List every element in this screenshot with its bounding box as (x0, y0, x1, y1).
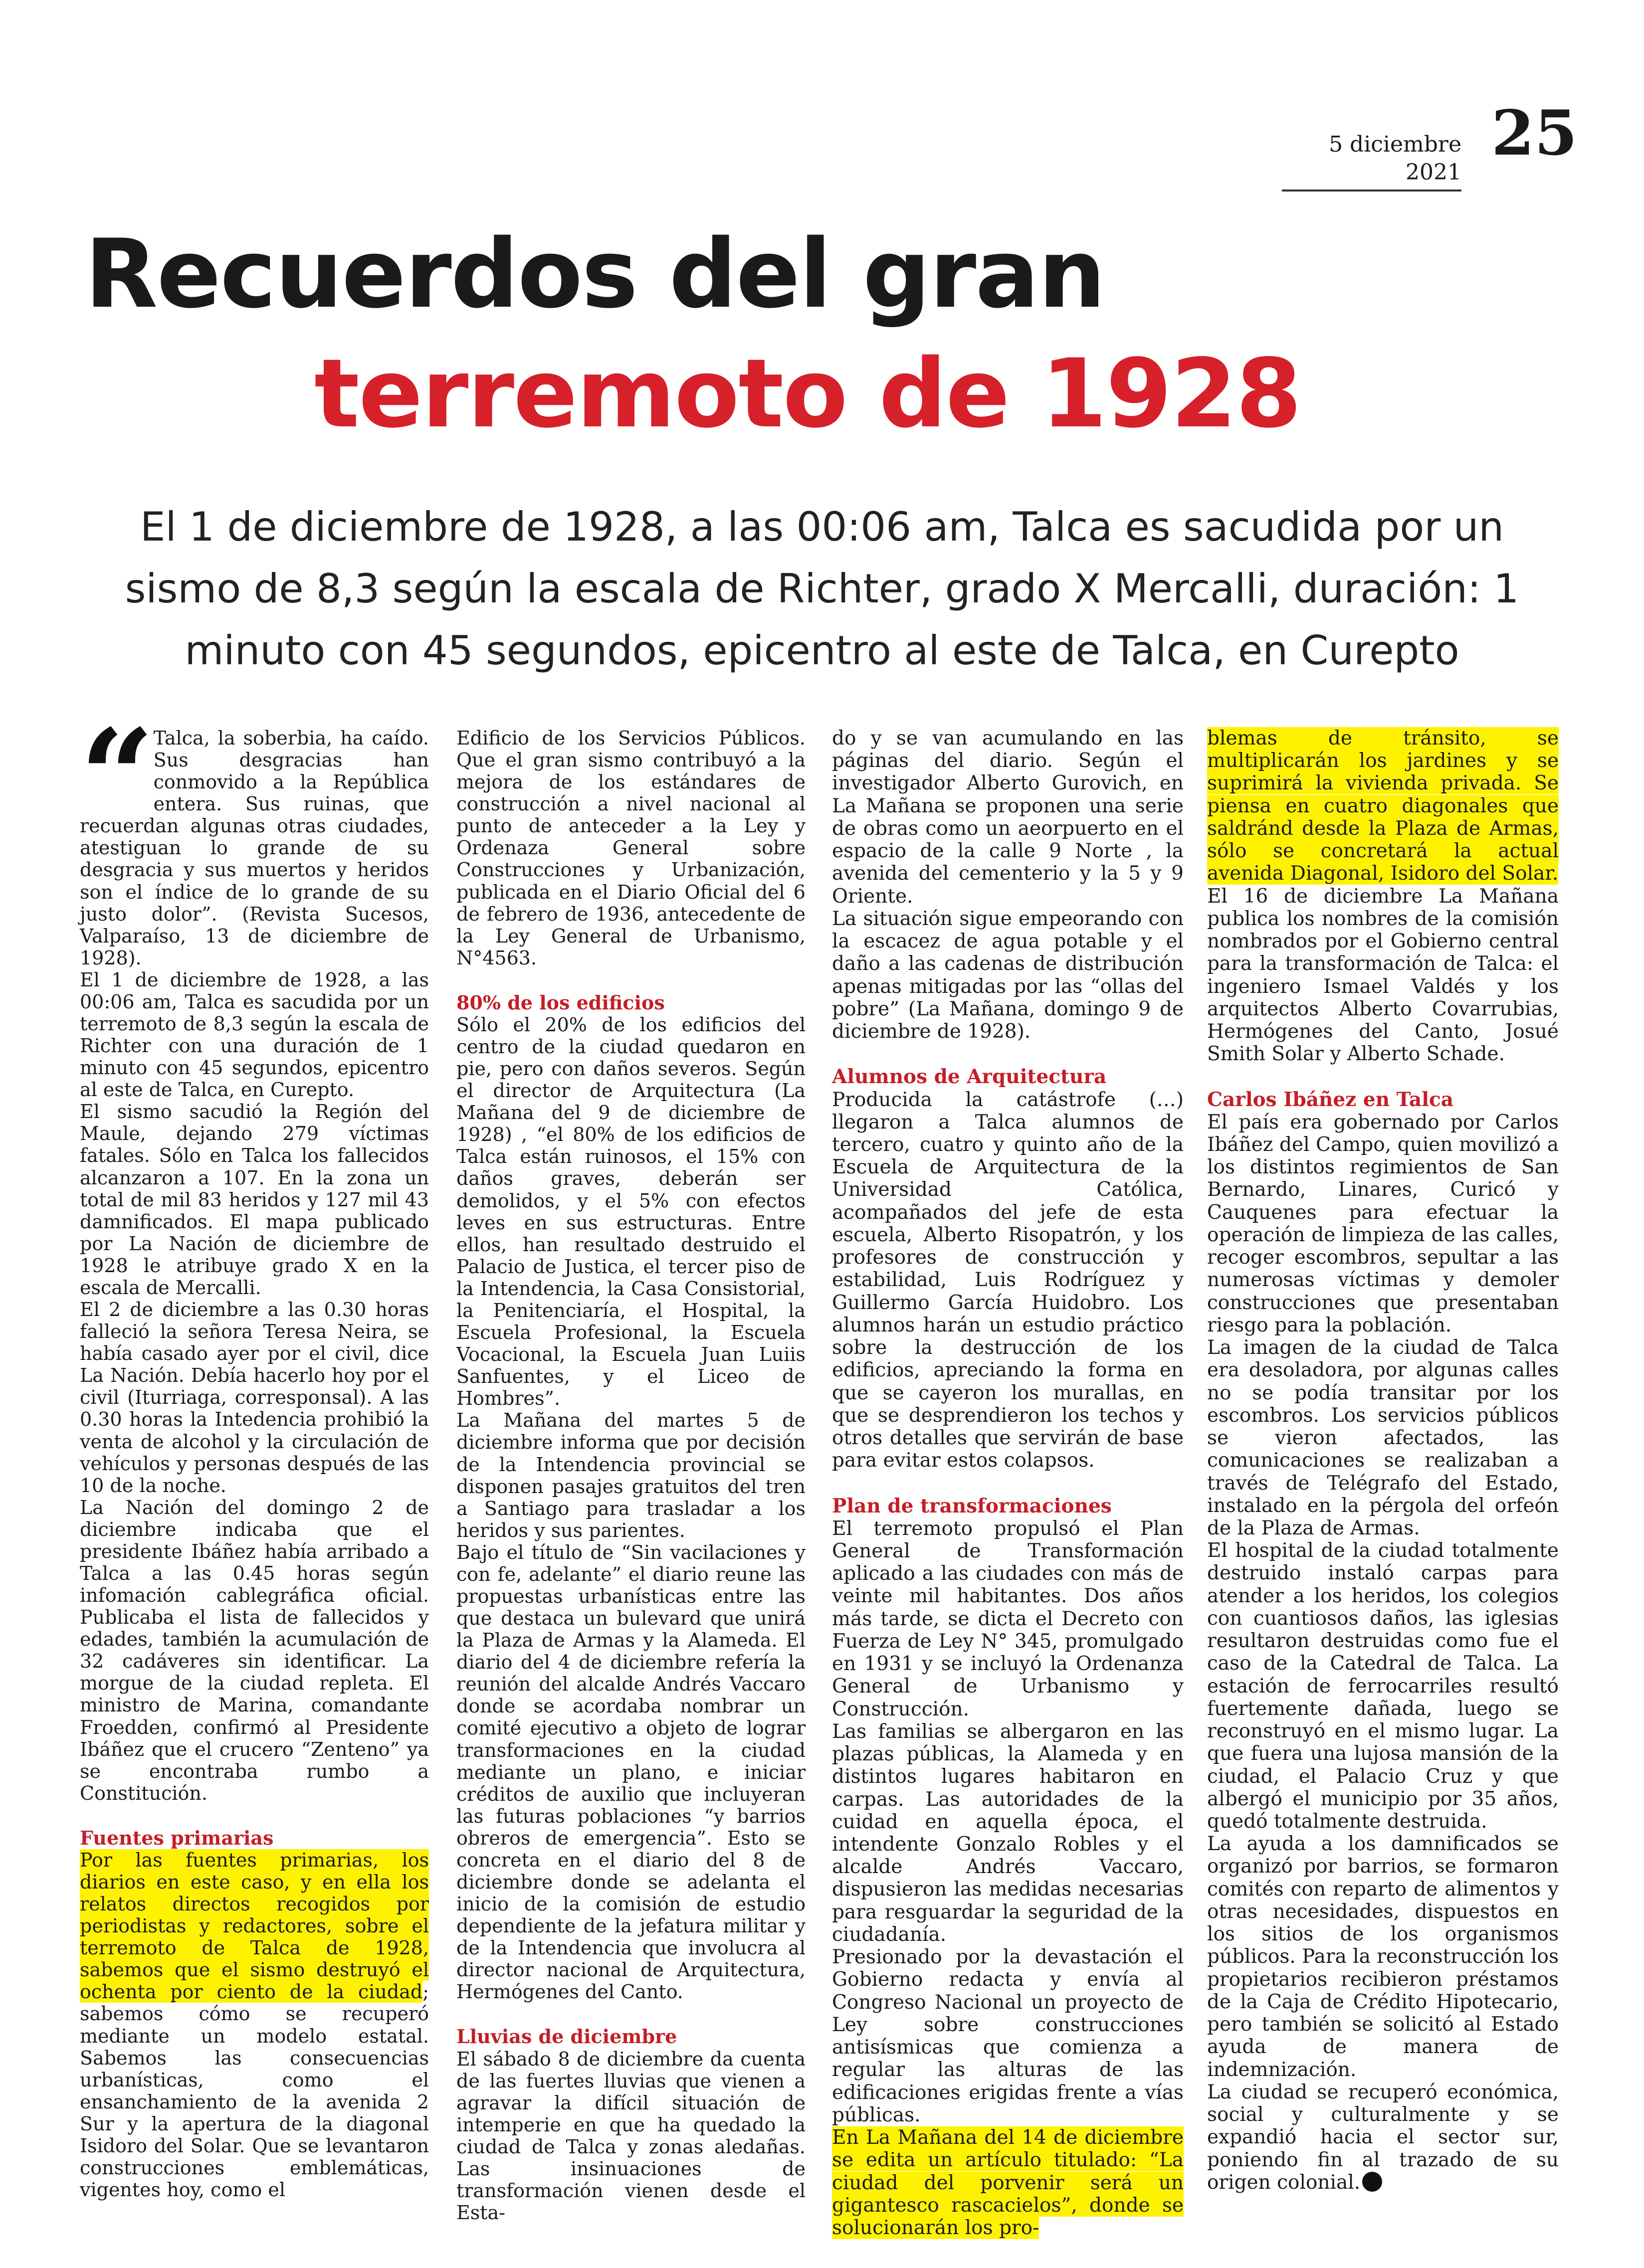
paragraph: El terremoto propulsó el Plan General de Transformación aplicado a las ciudades con más de veinte mil habitantes. Dos años más tarde, se dicta el Decreto con Fuerza de Ley N° 345, promulgado en 1931 y se incluyó la Ordenanza General de Urbanismo y Construcción. (832, 1517, 1184, 1720)
section-heading-ibanez: Carlos Ibáñez en Talca (1207, 1088, 1454, 1111)
article-column-1 (80, 701, 429, 2201)
highlighted-text: Por las fuentes primarias, los diarios en este caso, y en ella los relatos directos recogidos por periodistas y redactores, sobre el terremoto de Talca de 1928, sabemos que el sismo destruyó el ochenta por ciento de la ciudad (80, 1849, 429, 2003)
paragraph: Sólo el 20% de los edificios del centro de la ciudad quedaron en pie, pero con daños severos. Según el director de Arquitectura (La Mañana del 9 de diciembre de 1928) , “el 80% de los edificios de Talca están ruinosos, el 15% con daños graves, deberán ser demolidos, y el 5% con efectos leves en sus estructuras. Entre ellos, han resultado destruido el Palacio de Justica, el tercer piso de la Intendencia, la Casa Consistorial, la Penitenciaría, el Hospital, la Escuela Profesional, la Escuela Vocacional, la Escuela Juan Luiis Sanfuentes, y el Liceo de Hombres”. (456, 1013, 806, 1410)
paragraph: El sismo sacudió la Región del Maule, dejando 279 víctimas fatales. Sólo en Talca los fallecidos alcanzaron a 107. En la zona un total de mil 83 heridos y 127 mil 43 damnificados. El mapa publicado por La Nación de diciembre de 1928 le atribuye grado X en la escala de Mercalli. (80, 1101, 429, 1299)
paragraph-text: La ciudad se recuperó económica, social y culturalmente y se expandió hacia el sector sur, poniendo fin al trazado de su origen colonial. (1207, 2080, 1559, 2194)
paragraph-text: ; sabemos cómo se recuperó mediante un modelo estatal. Sabemos las consecuencias urbanísticas, como el ensanchamiento de la avenida 2 Sur y la apertura de la diagonal Isidoro del Solar. Que se levantaron construcciones emblemáticas, vigentes hoy, como el (80, 1981, 429, 2201)
section-heading-lluvias: Lluvias de diciembre (456, 2025, 677, 2048)
end-of-article-icon (1362, 2172, 1382, 2192)
paragraph: Las familias se albergaron en las plazas públicas, la Alameda y en distintos lugares habitaron en carpas. Las autoridades de la cuidad en aquella época, el intendente Gonzalo Robles y el alcalde Andrés Vaccaro, dispusieron las medidas necesarias para resguardar la seguridad de la ciudadanía. (832, 1720, 1184, 1946)
quote-mark-icon: “ (80, 701, 145, 853)
paragraph: El 1 de diciembre de 1928, a las 00:06 am, Talca es sacudida por un terremoto de 8,3 según la escala de Richter con una duración de 1 minuto con 45 segundos, epicentro al este de Talca, en Curepto. (80, 968, 429, 1101)
article-column-2 (456, 727, 806, 2224)
paragraph: Presionado por la devastación el Gobierno redacta y envía al Congreso Nacional un proyecto de Ley sobre construcciones antisísmicas que comienza a regular las alturas de las edificaciones erigidas frente a vías públicas. (832, 1946, 1184, 2126)
paragraph: Producida la catástrofe (…) llegaron a Talca alumnos de tercero, cuatro y quinto año de la Escuela de Arquitectura de la Universidad Católica, acompañados del jefe de esta escuela, Alberto Risopatrón, y los profesores de construcción y estabilidad, Luis Rodríguez y Guillermo García Huidobro. Los alumnos harán un estudio práctico sobre la destrucción de los edificios, apreciando la forma en que se cayeron los murallas, en que se desprendieron los techos y otros detalles que servirán de base para evitar estos colapsos. (832, 1088, 1184, 1472)
opening-quote (80, 701, 429, 969)
highlighted-text: En La Mañana del 14 de diciembre se edita un artículo titulado: “La ciudad del porvenir será un gigantesco rascacielos”, donde se solucionarán los pro- (832, 2126, 1184, 2239)
subtitle-line-2: sismo de 8,3 según la escala de Richter, grado X Mercalli, duración: 1 (125, 566, 1519, 612)
paragraph: El 16 de diciembre La Mañana publica los nombres de la comisión nombrados por el Gobierno central para la transformación de Talca: el ingeniero Ismael Valdés y los arquitectos Alberto Covarrubias, Hermógenes del Canto, Josué Smith Solar y Alberto Schade. (1207, 885, 1559, 1066)
paragraph (1207, 727, 1559, 885)
paragraph: El país era gobernado por Carlos Ibáñez del Campo, quien movilizó a los distintos regimientos de San Bernardo, Linares, Curicó y Cauquenes para efectuar la operación de limpieza de las calles, recoger escombros, sepultar a las numerosas víctimas y demoler construcciones que presentaban riesgo para la población. (1207, 1111, 1559, 1336)
subtitle (75, 496, 1569, 682)
headline-line-2: terremoto de 1928 (314, 339, 1301, 449)
paragraph: El 2 de diciembre a las 0.30 horas falleció la señora Teresa Neira, se había casado ayer por el civil, dice La Nación. Debía hacerlo hoy por el civil (Iturriaga, corresponsal). A las 0.30 horas la Intedencia prohibió la venta de alcohol y la circulación de vehículos y personas después de las 10 de la noche. (80, 1299, 429, 1497)
paragraph: La situación sigue empeorando con la escacez de agua potable y el daño a las cadenas de distribución apenas mitigadas por las “ollas del pobre” (La Mañana, domingo 9 de diciembre de 1928). (832, 907, 1184, 1043)
highlighted-text: blemas de tránsito, se multiplicarán los jardines y se suprimirá la vivienda privada. Se piensa en cuatro diagonales que saldránd desde la Plaza de Armas, sólo se concretará la actual avenida Diagonal, Isidoro del Solar. (1207, 727, 1559, 885)
paragraph: Edificio de los Servicios Públicos. Que el gran sismo contribuyó a la mejora de los estándares de construcción a nivel nacional al punto de anteceder a la Ley y Ordenaza General sobre Construcciones y Urbanización, publicada en el Diario Oficial del 6 de febrero de 1936, antecedente de la Ley General de Urbanismo, N°4563. (456, 727, 806, 969)
headline-line-1: Recuerdos del gran (85, 219, 1105, 329)
paragraph: Bajo el título de “Sin vacilaciones y con fe, adelante” el diario reune las propuestas urbanísticas entre las que destaca un bulevard que unirá la Plaza de Armas y la Alameda. El diario del 4 de diciembre refería la reunión del alcalde Andrés Vaccaro donde se acordaba nombrar un comité ejecutivo a objeto de lograr transformaciones en la ciudad mediante un plano, e iniciar créditos de auxilio que incluyeran las futuras poblaciones “y barrios obreros de emergencia”. Esto se concreta en el diario del 8 de diciembre donde se adelanta el inicio de la comisión de estudio dependiente de la jefatura militar y de la Intendencia que involucra al director nacional de Arquitectura, Hermógenes del Canto. (456, 1541, 806, 2003)
section-heading-alumnos: Alumnos de Arquitectura (832, 1065, 1107, 1089)
article-column-3 (832, 727, 1184, 2239)
section-heading-fuentes-primarias: Fuentes primarias (80, 1826, 274, 1849)
subtitle-line-1: El 1 de diciembre de 1928, a las 00:06 am, Talca es sacudida por un (140, 504, 1504, 550)
subtitle-line-3: minuto con 45 segundos, epicentro al este de Talca, en Curepto (185, 627, 1459, 674)
paragraph: El hospital de la ciudad totalmente destruido instaló carpas para atender a los heridos, los colegios con cuantiosos daños, las iglesias resultaron destruidas como fue el caso de la Catedral de Talca. La estación de ferrocarriles resultó fuertemente dañada, luego se reconstruyó en el mismo lugar. La que fuera una lujosa mansión de la ciudad, el Palacio Cruz y que albergó el municipio por 35 años, quedó totalmente destruida. (1207, 1539, 1559, 1833)
issue-date: 5 diciembre 2021 (1282, 131, 1461, 191)
paragraph (832, 2126, 1184, 2239)
paragraph: El sábado 8 de diciembre da cuenta de las fuertes lluvias que vienen a agravar la difícil situación de intemperie en que ha quedado la ciudad de Talca y zonas aledañas. Las insinuaciones de transformación vienen desde el Esta- (456, 2048, 806, 2224)
page-number: 25 (1491, 97, 1578, 170)
paragraph (1207, 2081, 1559, 2194)
section-heading-plan: Plan de transformaciones (832, 1494, 1112, 1517)
section-heading-80-edificios: 80% de los edificios (456, 991, 665, 1014)
paragraph (80, 1849, 429, 2201)
quote-text: Talca, la soberbia, ha caído. Sus desgracias han conmovido a la República entera. Sus ruinas, que recuerdan algunas otras ciudades, atestiguan lo grande de su desgracia y sus muertos y heridos son el índice de lo grande de su justo dolor”. (Revista Sucesos, Valparaíso, 13 de diciembre de 1928). (80, 727, 429, 969)
article-column-4 (1207, 727, 1559, 2194)
paragraph: do y se van acumulando en las páginas del diario. Según el investigador Alberto Gurovich, en La Mañana se proponen una serie de obras como un aeorpuerto en el espacio de la calle 9 Norte , la avenida del cementerio y la 5 y 9 Oriente. (832, 727, 1184, 908)
paragraph: La imagen de la ciudad de Talca era desoladora, por algunas calles no se podía transitar por los escombros. Los servicios públicos se vieron afectados, las comunicaciones se realizaban a través de Telégrafo del Estado, instalado en la pérgola del orfeón de la Plaza de Armas. (1207, 1336, 1559, 1539)
paragraph: La Mañana del martes 5 de diciembre informa que por decisión de la Intendencia provincial se disponen pasajes gratuitos del tren a Santiago para trasladar a los heridos y sus parientes. (456, 1409, 806, 1541)
paragraph: La Nación del domingo 2 de diciembre indicaba que el presidente Ibáñez había arribado a Talca a las 0.45 horas según infomación cablegráfica oficial. Publicaba el lista de fallecidos y edades, también la acumulación de 32 cadáveres sin identificar. La morgue de la ciudad repleta. El ministro de Marina, comandante Froedden, confirmó al Presidente Ibáñez que el crucero “Zenteno” ya se encontraba rumbo a Constitución. (80, 1496, 429, 1804)
paragraph: La ayuda a los damnificados se organizó por barrios, se formaron comités con reparto de alimentos y otras necesidades, dispuestos en los sitios de los organismos públicos. Para la reconstrucción los propietarios recibieron préstamos de la Caja de Crédito Hipotecario, pero también se solicitó al Estado ayuda de manera de indemnización. (1207, 1833, 1559, 2081)
